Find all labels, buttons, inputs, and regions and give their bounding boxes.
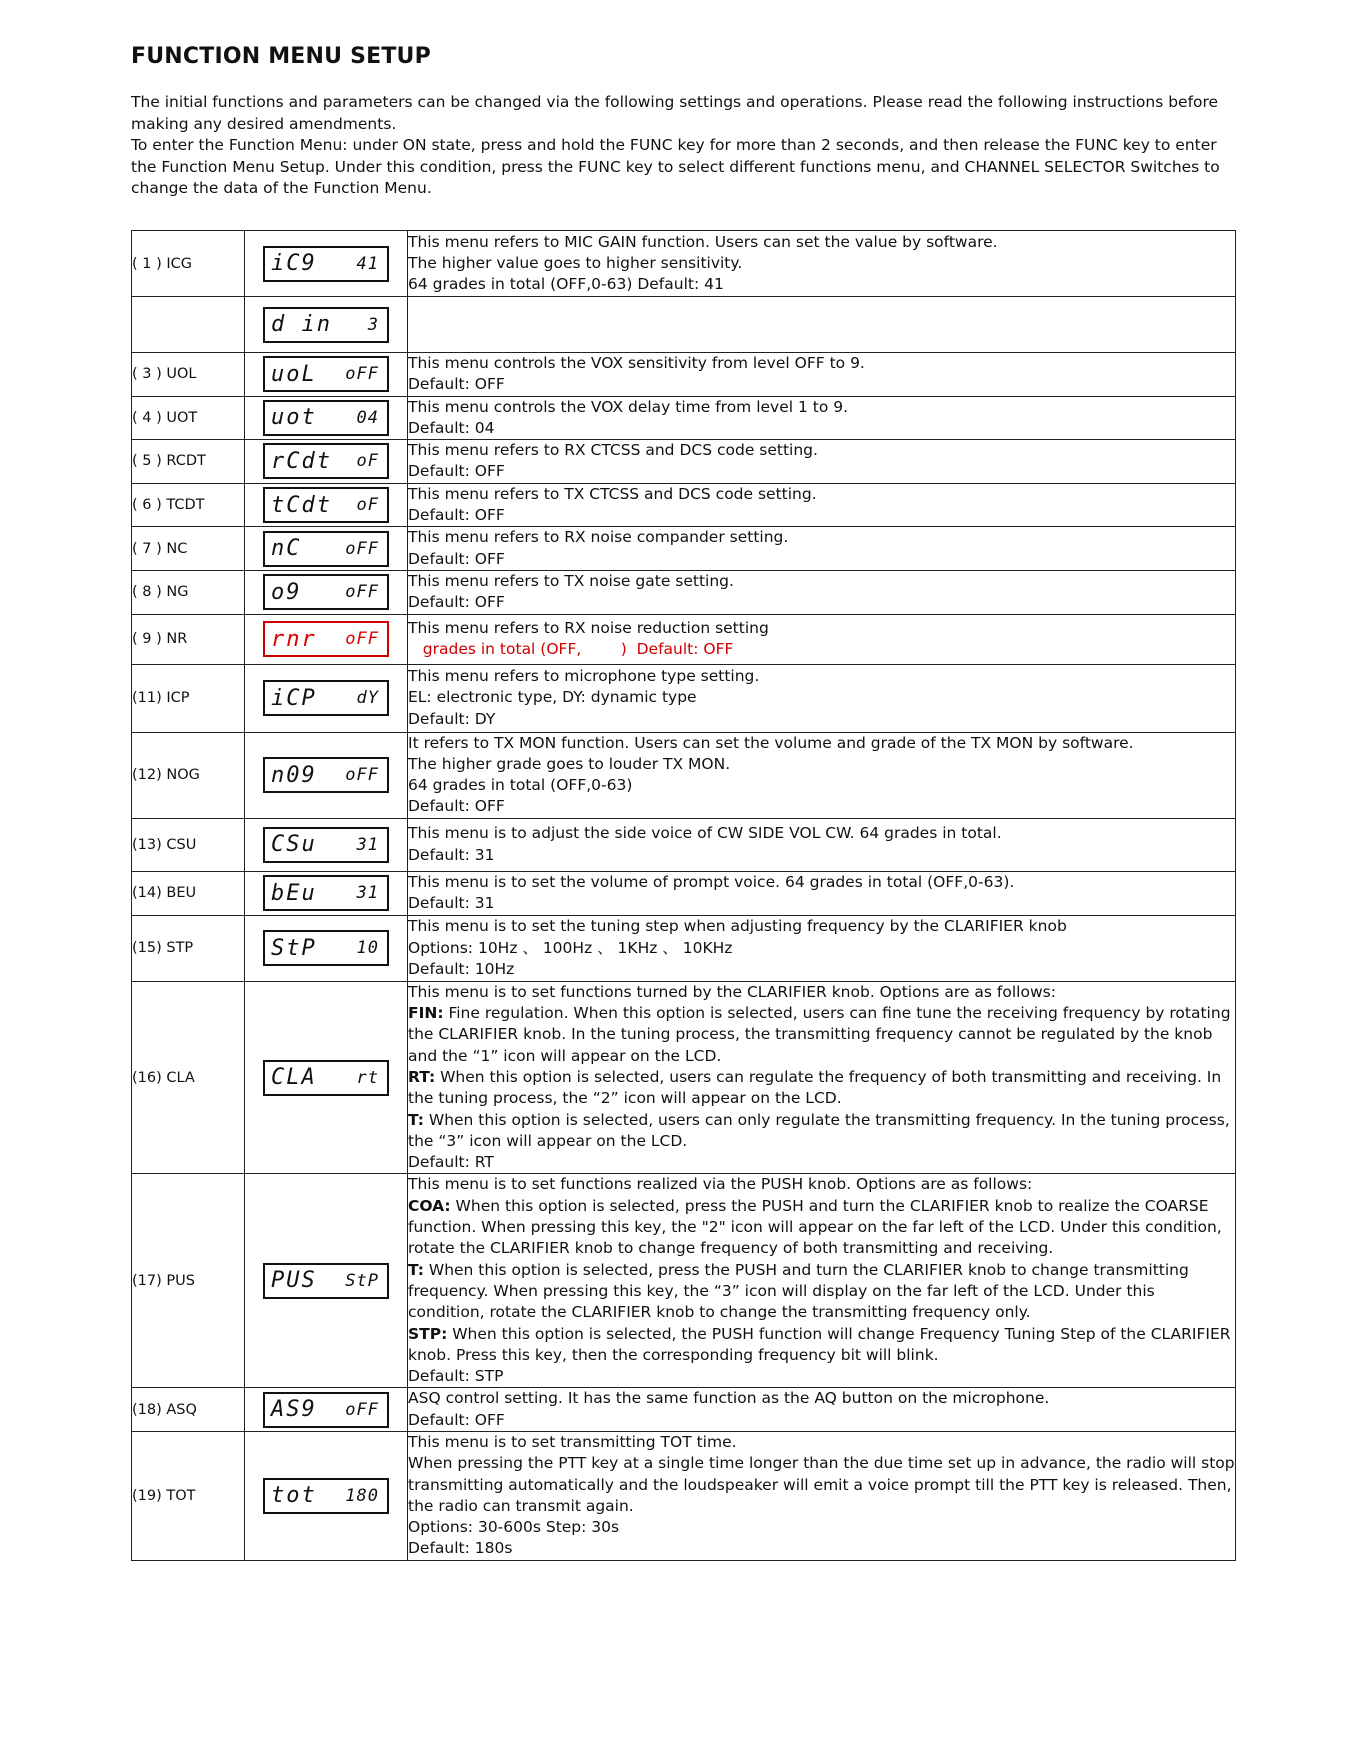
lcd-menu-value: 180 (345, 1485, 379, 1506)
option-description: When this option is selected, press the PUSH and turn the CLARIFIER knob to change transmitting frequency. When pressing this key, the “3” icon will display on the far left of the LCD. Under this condition, rotate the CLARIFIER knob to change the transmitting frequency only. (408, 1260, 1189, 1322)
description-line: ASQ control setting. It has the same function as the AQ button on the microphone. (408, 1389, 1050, 1408)
lcd-menu-code: uot (271, 405, 317, 431)
lcd-menu-value: 31 (356, 883, 379, 904)
lcd-menu-value: oFF (345, 538, 379, 559)
menu-description (408, 483, 1236, 527)
lcd-display (263, 246, 389, 282)
description-line: This menu is to set the tuning step when adjusting frequency by the CLARIFIER knob (408, 917, 1067, 936)
lcd-cell (245, 231, 408, 297)
menu-row (132, 1431, 1236, 1560)
option-keyword: COA: (408, 1196, 451, 1215)
description-line: This menu is to set functions turned by the CLARIFIER knob. Options are as follows: (408, 982, 1056, 1001)
lcd-cell (245, 353, 408, 397)
lcd-menu-value: oF (356, 495, 379, 516)
lcd-menu-code: rCdt (271, 448, 332, 474)
description-line (408, 1196, 1235, 1260)
menu-description (408, 732, 1236, 818)
lcd-menu-code: tCdt (271, 492, 332, 518)
menu-row (132, 527, 1236, 571)
description-line: When pressing the PTT key at a single time longer than the due time set up in advance, the radio will stop transmitting automatically and the loudspeaker will emit a voice prompt till the PTT key is released. Then, the radio can transmit again. (408, 1454, 1235, 1515)
lcd-cell (245, 915, 408, 981)
menu-item-label: ( 1 ) ICG (132, 231, 245, 297)
menu-item-label: (14) BEU (132, 871, 245, 915)
description-line: Options: 10Hz 、 100Hz 、 1KHz 、 10KHz (408, 938, 733, 957)
description-line: This menu refers to RX CTCSS and DCS code setting. (408, 441, 818, 460)
menu-item-label: (17) PUS (132, 1174, 245, 1388)
lcd-cell (245, 396, 408, 440)
lcd-menu-code: tot (271, 1483, 317, 1509)
lcd-display (263, 680, 389, 716)
menu-row (132, 483, 1236, 527)
description-line: This menu refers to MIC GAIN function. Users can set the value by software. (408, 232, 998, 251)
description-line (408, 1110, 1235, 1153)
lcd-cell (245, 570, 408, 614)
description-line: Options: 30-600s Step: 30s (408, 1518, 620, 1537)
description-line: Default: DY (408, 709, 496, 728)
lcd-menu-value: oFF (345, 582, 379, 603)
menu-description (408, 570, 1236, 614)
lcd-display (263, 307, 389, 343)
lcd-menu-code: PUS (271, 1268, 317, 1294)
description-line: This menu is to set the volume of prompt voice. 64 grades in total (OFF,0-63). (408, 872, 1015, 891)
option-keyword: T: (408, 1260, 424, 1279)
option-keyword: STP: (408, 1324, 448, 1343)
lcd-cell (245, 1431, 408, 1560)
description-line (408, 1003, 1235, 1067)
function-menu-table (131, 230, 1236, 1561)
lcd-display (263, 757, 389, 793)
menu-description (408, 614, 1236, 664)
lcd-cell (245, 614, 408, 664)
menu-row (132, 570, 1236, 614)
menu-item-label: (15) STP (132, 915, 245, 981)
menu-row (132, 981, 1236, 1174)
intro-paragraph: The initial functions and parameters can be changed via the following settings and operations. Please read the following instructions before making any desired amendments. (131, 93, 1219, 133)
menu-row (132, 915, 1236, 981)
menu-description (408, 818, 1236, 871)
menu-description (408, 664, 1236, 732)
menu-description (408, 1431, 1236, 1560)
description-line: This menu controls the VOX delay time from level 1 to 9. (408, 397, 849, 416)
description-line: Default: OFF (408, 375, 505, 394)
menu-description (408, 981, 1236, 1174)
lcd-display (263, 1392, 389, 1428)
menu-item-label: (19) TOT (132, 1431, 245, 1560)
description-line: Default: OFF (408, 549, 505, 568)
lcd-menu-code: d in (271, 312, 332, 337)
menu-description (408, 231, 1236, 297)
page-title: FUNCTION MENU SETUP (131, 44, 431, 69)
description-line: Default: STP (408, 1367, 504, 1386)
lcd-menu-value: oFF (345, 765, 379, 786)
menu-description (408, 1388, 1236, 1432)
intro-text (131, 92, 1241, 200)
lcd-menu-code: o9 (271, 579, 302, 605)
description-line: This menu refers to RX noise reduction setting (408, 618, 769, 637)
description-line: Default: OFF (408, 462, 505, 481)
option-keyword: RT: (408, 1067, 436, 1086)
menu-row (132, 664, 1236, 732)
lcd-cell (245, 1174, 408, 1388)
lcd-menu-code: uoL (271, 361, 317, 387)
menu-item-label (132, 297, 245, 353)
lcd-menu-value: dY (356, 688, 379, 709)
description-line: Default: 10Hz (408, 959, 515, 978)
lcd-display (263, 487, 389, 523)
lcd-menu-code: iC9 (271, 251, 317, 276)
lcd-menu-value: 31 (356, 834, 379, 855)
lcd-cell (245, 664, 408, 732)
description-line: 64 grades in total (OFF,0-63) (408, 776, 633, 795)
lcd-cell (245, 732, 408, 818)
lcd-display (263, 443, 389, 479)
description-line: Default: OFF (408, 1410, 505, 1429)
lcd-menu-value: 41 (356, 253, 379, 274)
description-line: This menu refers to TX noise gate setting. (408, 571, 734, 590)
description-line: Default: OFF (408, 797, 505, 816)
description-line: It refers to TX MON function. Users can set the volume and grade of the TX MON by software. (408, 733, 1134, 752)
description-line: 64 grades in total (OFF,0-63) Default: 41 (408, 275, 724, 294)
lcd-cell (245, 297, 408, 353)
lcd-display (263, 1263, 389, 1299)
lcd-cell (245, 871, 408, 915)
lcd-menu-value: oFF (345, 629, 379, 650)
lcd-menu-code: nC (271, 536, 302, 562)
menu-description (408, 871, 1236, 915)
lcd-menu-value: oF (356, 451, 379, 472)
menu-row (132, 818, 1236, 871)
lcd-display (263, 1478, 389, 1514)
description-line: Default: RT (408, 1153, 494, 1172)
menu-row (132, 297, 1236, 353)
description-line: EL: electronic type, DY: dynamic type (408, 688, 697, 707)
lcd-menu-value: StP (345, 1270, 379, 1291)
menu-row (132, 614, 1236, 664)
option-description: When this option is selected, press the PUSH and turn the CLARIFIER knob to realize the COARSE function. When pressing this key, the "2" icon will appear on the far left of the LCD. Under this condition, rotate the CLARIFIER knob to change frequency of both transmitting and receiving. (408, 1196, 1222, 1258)
description-line: The higher value goes to higher sensitivity. (408, 253, 743, 272)
menu-item-label: (13) CSU (132, 818, 245, 871)
lcd-cell (245, 818, 408, 871)
menu-row (132, 1174, 1236, 1388)
description-line: This menu is to set transmitting TOT time. (408, 1432, 737, 1451)
menu-row (132, 440, 1236, 484)
menu-row (132, 732, 1236, 818)
menu-description (408, 396, 1236, 440)
option-description: When this option is selected, users can only regulate the transmitting frequency. In the tuning process, the “3” icon will appear on the LCD. (408, 1110, 1230, 1150)
menu-row (132, 353, 1236, 397)
menu-item-label: ( 6 ) TCDT (132, 483, 245, 527)
lcd-menu-code: AS9 (271, 1397, 317, 1423)
lcd-cell (245, 440, 408, 484)
lcd-display (263, 827, 389, 863)
menu-item-label: (18) ASQ (132, 1388, 245, 1432)
lcd-menu-code: bEu (271, 880, 317, 906)
menu-row (132, 396, 1236, 440)
lcd-menu-value: rt (356, 1067, 379, 1088)
option-keyword: T: (408, 1110, 424, 1129)
lcd-menu-value: oFF (345, 364, 379, 385)
lcd-display (263, 574, 389, 610)
menu-description (408, 297, 1236, 353)
description-line: This menu refers to RX noise compander setting. (408, 528, 789, 547)
lcd-display (263, 930, 389, 966)
option-keyword: FIN: (408, 1004, 444, 1023)
lcd-menu-value: 3 (367, 314, 379, 335)
menu-description (408, 915, 1236, 981)
menu-row (132, 1388, 1236, 1432)
menu-item-label: ( 3 ) UOL (132, 353, 245, 397)
menu-row (132, 231, 1236, 297)
lcd-menu-code: StP (271, 935, 317, 961)
lcd-menu-value: oFF (345, 1399, 379, 1420)
menu-item-label: ( 9 ) NR (132, 614, 245, 664)
lcd-cell (245, 981, 408, 1174)
lcd-menu-code: CLA (271, 1065, 317, 1091)
menu-item-label: ( 5 ) RCDT (132, 440, 245, 484)
lcd-display (263, 875, 389, 911)
description-line: This menu is to set functions realized via the PUSH knob. Options are as follows: (408, 1175, 1033, 1194)
lcd-menu-value: 10 (356, 938, 379, 959)
option-description: Fine regulation. When this option is selected, users can fine tune the receiving frequency by rotating the CLARIFIER knob. In the tuning process, the transmitting frequency cannot be regulated by the knob and the “1” icon will appear on the LCD. (408, 1004, 1231, 1065)
description-line (408, 1260, 1235, 1324)
option-description: When this option is selected, users can regulate the frequency of both transmitting and receiving. In the tuning process, the “2” icon will appear on the LCD. (408, 1067, 1222, 1108)
description-line: Default: OFF (408, 506, 505, 525)
menu-description (408, 353, 1236, 397)
description-line: Default: 04 (408, 418, 495, 437)
description-line: Default: 180s (408, 1539, 513, 1558)
description-line: Default: OFF (408, 593, 505, 612)
menu-description (408, 1174, 1236, 1388)
lcd-display (263, 531, 389, 567)
lcd-display (263, 621, 389, 657)
menu-item-label: ( 8 ) NG (132, 570, 245, 614)
lcd-menu-code: n09 (271, 762, 317, 788)
menu-row (132, 871, 1236, 915)
description-line (408, 1324, 1235, 1367)
lcd-display (263, 356, 389, 392)
menu-item-label: (12) NOG (132, 732, 245, 818)
option-description: When this option is selected, the PUSH function will change Frequency Tuning Step of the CLARIFIER knob. Press this key, then the corresponding frequency bit will blink. (408, 1324, 1231, 1364)
menu-description (408, 527, 1236, 571)
lcd-cell (245, 1388, 408, 1432)
menu-description (408, 440, 1236, 484)
description-line: Default: 31 (408, 894, 495, 913)
description-line: Default: 31 (408, 845, 495, 864)
lcd-menu-code: CSu (271, 832, 317, 858)
description-line (408, 1067, 1235, 1110)
intro-paragraph: To enter the Function Menu: under ON state, press and hold the FUNC key for more than 2 seconds, and then release the FUNC key to enter the Function Menu Setup. Under this condition, press the FUNC key to select different functions menu, and CHANNEL SELECTOR Switches to change the data of the Function Menu. (131, 136, 1220, 197)
menu-item-label: (11) ICP (132, 664, 245, 732)
lcd-menu-code: iCP (271, 685, 317, 711)
description-line: This menu refers to microphone type setting. (408, 667, 760, 686)
description-line: This menu controls the VOX sensitivity from level OFF to 9. (408, 354, 865, 372)
description-line-red: grades in total (OFF, ) Default: OFF (408, 640, 734, 659)
lcd-menu-value: 04 (356, 407, 379, 428)
lcd-cell (245, 483, 408, 527)
lcd-display (263, 400, 389, 436)
lcd-display (263, 1060, 389, 1096)
description-line: The higher grade goes to louder TX MON. (408, 754, 731, 773)
lcd-menu-code: rnr (271, 626, 317, 652)
description-line: This menu is to adjust the side voice of CW SIDE VOL CW. 64 grades in total. (408, 824, 1002, 843)
menu-item-label: (16) CLA (132, 981, 245, 1174)
menu-item-label: ( 4 ) UOT (132, 396, 245, 440)
lcd-cell (245, 527, 408, 571)
menu-item-label: ( 7 ) NC (132, 527, 245, 571)
description-line: This menu refers to TX CTCSS and DCS code setting. (408, 484, 817, 503)
